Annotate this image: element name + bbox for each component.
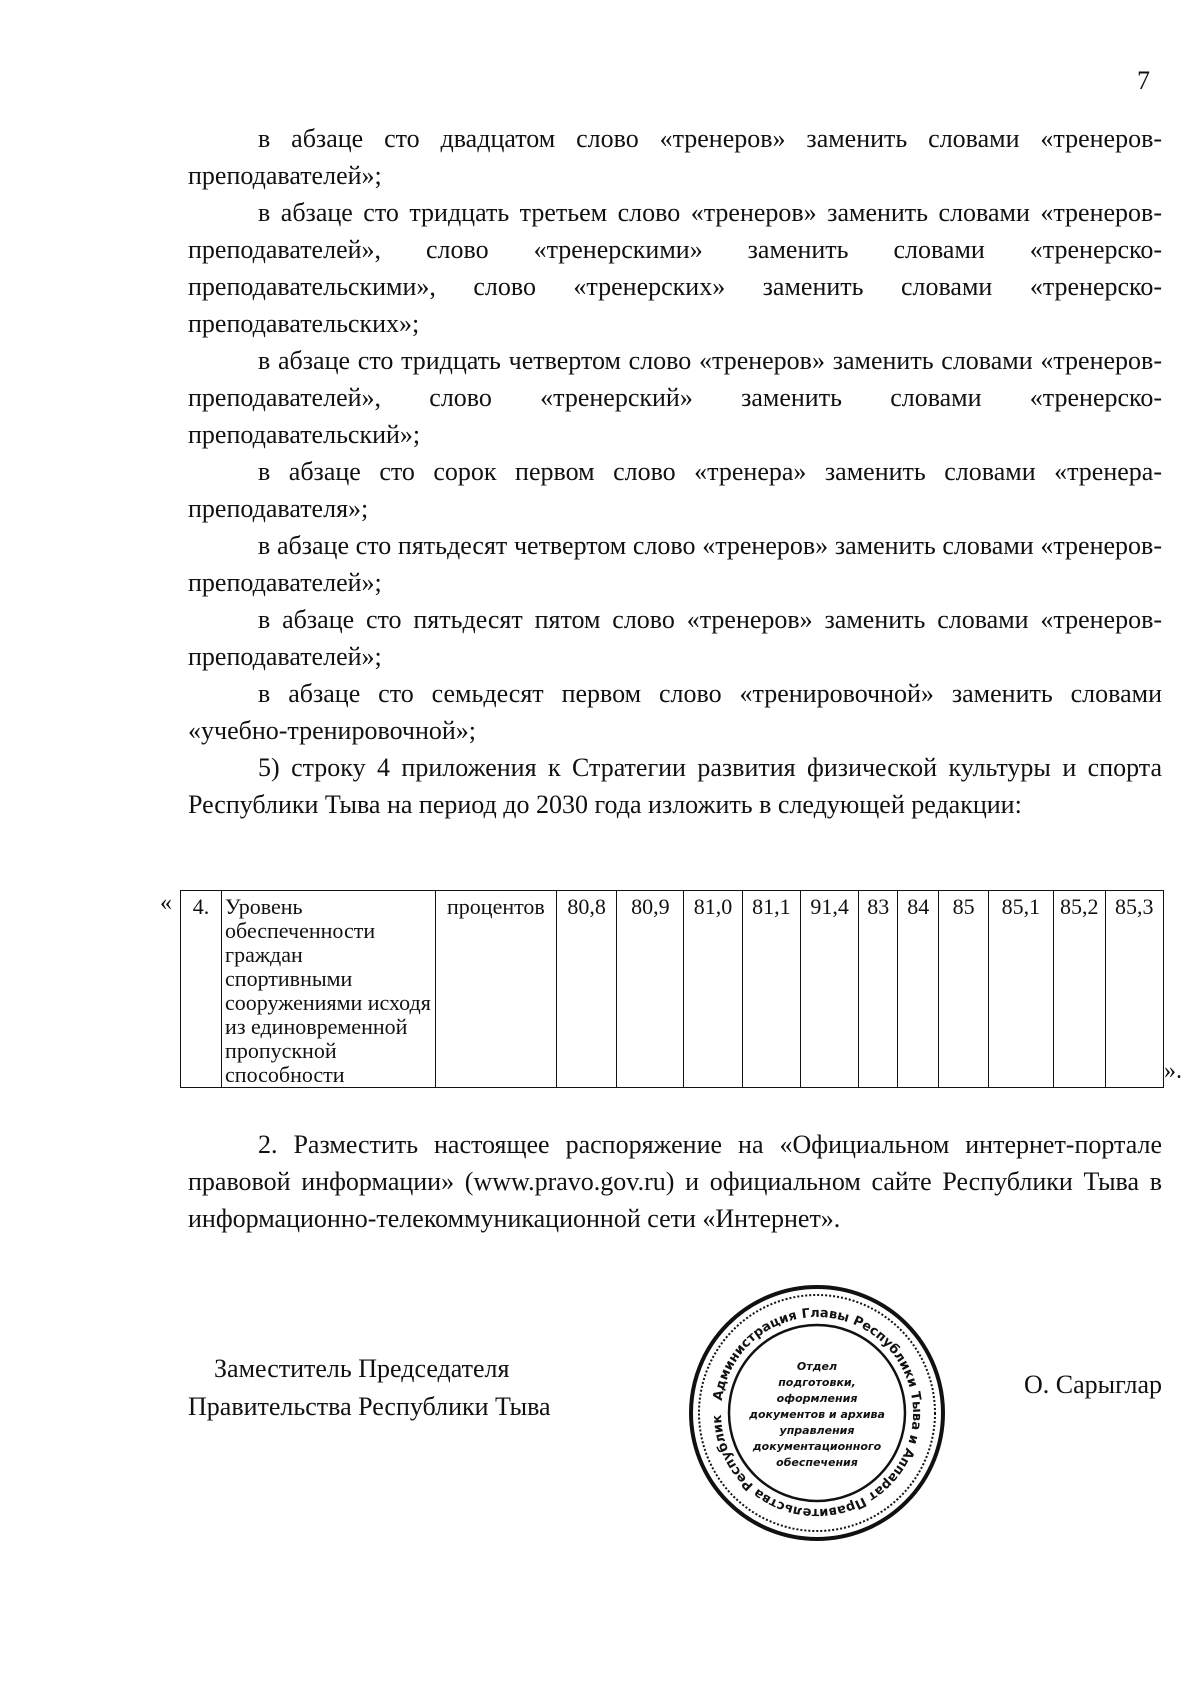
closing-quote: ». (1164, 1058, 1182, 1084)
value-cell: 85,2 (1053, 891, 1105, 1088)
seal-line: подготовки, (778, 1376, 856, 1389)
paragraph-155: в абзаце сто пятьдесят пятом слово «тренеров» заменить словами «тренеров-преподавателей»; (188, 605, 1162, 671)
seal-graphic (686, 1282, 948, 1544)
signer-title-line-1: Заместитель Председателя (214, 1354, 510, 1383)
signer-title (188, 1350, 551, 1426)
indicator-table (180, 890, 1164, 1088)
value-cell: 81,1 (742, 891, 800, 1088)
paragraph-154: в абзаце сто пятьдесят четвертом слово «тренеров» заменить словами «тренеров-преподавателей»; (188, 531, 1162, 597)
value-cell: 91,4 (801, 891, 859, 1088)
paragraph-133: в абзаце сто тридцать третьем слово «тренеров» заменить словами «тренеров-преподавателей», слово «тренерскими» заменить словами «тренерско-преподавательскими», слово «тренерских» заменить словами «тренерско-преподавательских»; (188, 198, 1162, 338)
paragraph-171: в абзаце сто семьдесят первом слово «тренировочной» заменить словами «учебно-тренировочной»; (188, 679, 1162, 745)
table-row (181, 891, 1164, 1088)
amended-table-block (160, 890, 1180, 1090)
signer-title-line-2: Правительства Республики Тыва (188, 1392, 551, 1421)
seal-line: управления (779, 1424, 855, 1437)
signer-name: О. Сарыглар (1024, 1370, 1162, 1399)
value-cell: 81,0 (684, 891, 742, 1088)
value-cell: 80,9 (617, 891, 684, 1088)
seal-line: документов и архива (749, 1408, 885, 1421)
seal-line: Отдел (796, 1360, 838, 1373)
indicator-name-cell: Уровень обеспеченности граждан спортивными сооружениями исходя из единовременной пропускной способности (222, 891, 436, 1088)
amendment-text (188, 120, 1162, 823)
paragraph-item-5: 5) строку 4 приложения к Стратегии развития физической культуры и спорта Республики Тыва на период до 2030 года изложить в следующей редакции: (188, 753, 1162, 819)
value-cell: 83 (859, 891, 898, 1088)
seal-center-text (748, 1360, 885, 1469)
seal-line: документационного (752, 1440, 882, 1453)
row-number-cell: 4. (181, 891, 222, 1088)
opening-quote: « (160, 890, 172, 916)
unit-cell: процентов (435, 891, 556, 1088)
value-cell: 85 (939, 891, 989, 1088)
paragraph-134: в абзаце сто тридцать четвертом слово «тренеров» заменить словами «тренеров-преподавателей», слово «тренерский» заменить словами «тренерско-преподавательский»; (188, 346, 1162, 449)
seal-line: обеспечения (776, 1456, 858, 1469)
value-cell: 80,8 (556, 891, 616, 1088)
seal-ring-text: Администрация Главы Республики Тыва и Аппарат Правительства Республик (709, 1305, 925, 1521)
page-number: 7 (1137, 66, 1150, 95)
paragraph-section-2: 2. Разместить настоящее распоряжение на «Официальном интернет-портале правовой информации» (www.pravo.gov.ru) и официальном сайте Республики Тыва в информационно-телекоммуникационной сети «Интернет». (188, 1130, 1162, 1233)
paragraph-141: в абзаце сто сорок первом слово «тренера» заменить словами «тренера-преподавателя»; (188, 457, 1162, 523)
official-seal-stamp (686, 1282, 948, 1544)
seal-line: оформления (776, 1392, 858, 1405)
paragraph-120: в абзаце сто двадцатом слово «тренеров» заменить словами «тренеров-преподавателей»; (188, 124, 1162, 190)
value-cell: 85,3 (1105, 891, 1163, 1088)
value-cell: 85,1 (988, 891, 1053, 1088)
value-cell: 84 (898, 891, 939, 1088)
